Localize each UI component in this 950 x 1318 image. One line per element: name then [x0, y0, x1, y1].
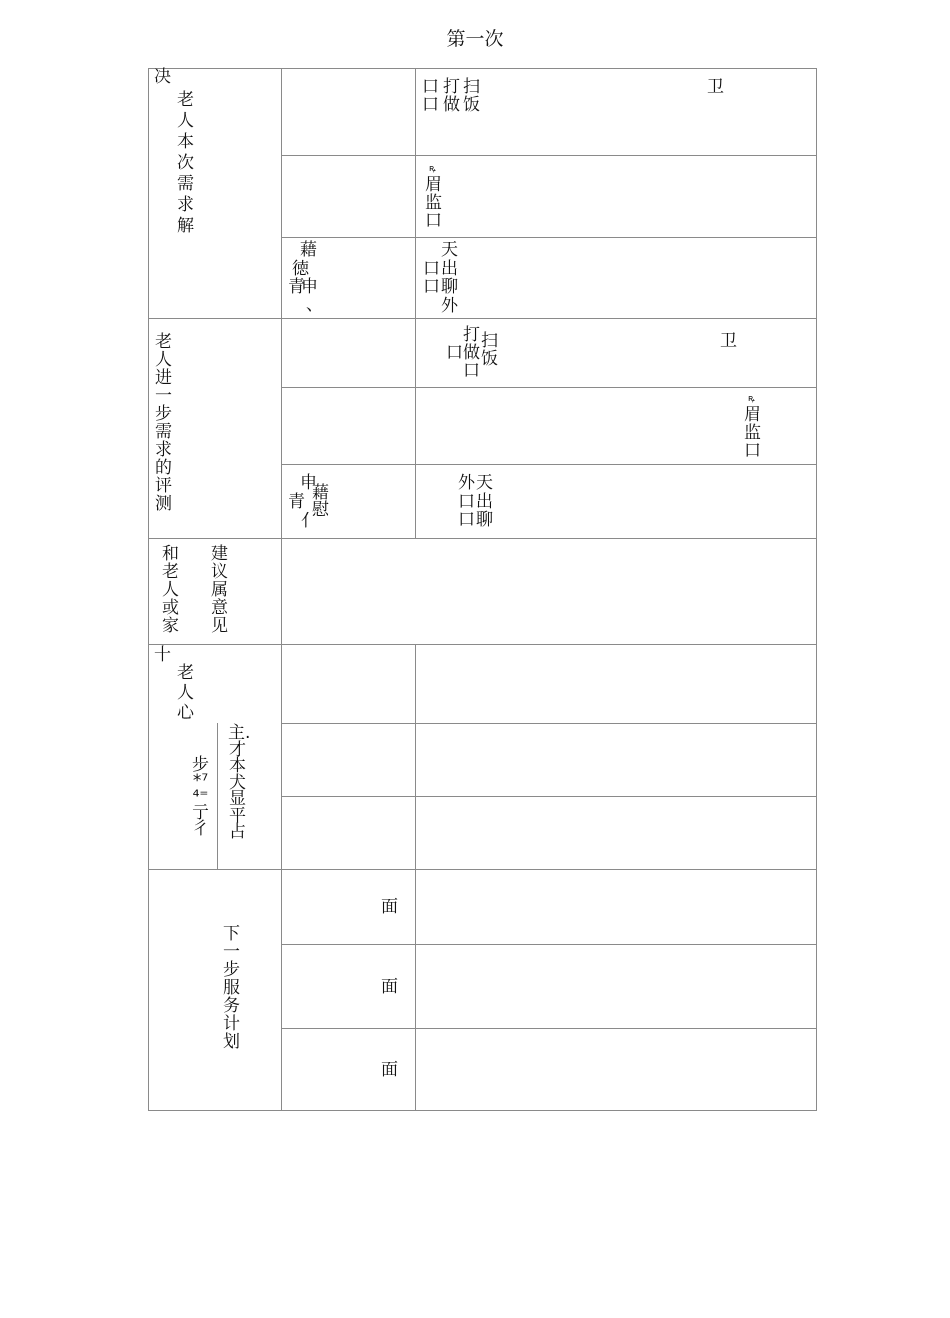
item-text: 做 [463, 343, 480, 363]
section-divider [148, 538, 817, 539]
checkbox-box: 口 [423, 277, 440, 297]
item-text: 出 [441, 259, 458, 279]
item-text: 卫 [707, 77, 724, 97]
item-text: 饭 [463, 95, 480, 115]
item-text: 青 [288, 492, 305, 512]
item-text: 出 [476, 492, 493, 512]
item-text: 扫 [481, 331, 498, 351]
aspect-label: 面 [381, 897, 398, 917]
section5-label: 下一步服务计划 [223, 924, 240, 1052]
row-divider [281, 387, 817, 388]
checkbox-box: 口 [458, 510, 475, 530]
item-text: 申 [300, 473, 317, 493]
item-text: 做 [443, 95, 460, 115]
section1-label: 老人本次需求解 [177, 90, 194, 236]
checkbox-box: 口 [422, 95, 439, 115]
item-text: 申 [301, 277, 318, 297]
table-border-top [148, 68, 817, 69]
item-text: 青 [288, 277, 305, 297]
column-divider [415, 68, 416, 539]
section3-label-left: 和老人或家 [162, 544, 179, 636]
checkbox-box: 口 [463, 361, 480, 381]
checkbox-box: 口 [458, 492, 475, 512]
item-text: 卫 [720, 331, 737, 351]
item-text: 徳 [292, 259, 309, 279]
item-text: 聊 [441, 277, 458, 297]
page-title: 第一次 [446, 28, 504, 50]
row-divider [281, 155, 817, 156]
item-text: 外 [458, 473, 475, 493]
item-text: 外 [441, 296, 458, 316]
section1-label-top: 决 [154, 67, 171, 87]
checkbox-box: 口 [446, 343, 463, 363]
row-divider [281, 237, 817, 238]
aspect-label: 面 [381, 977, 398, 997]
row-divider [281, 944, 817, 945]
section4-sub-left: 步*⁷⁴⁼亍彳 [192, 755, 209, 839]
section2-label: 老人进一步需求的评测 [155, 332, 172, 514]
section3-label-right: 建议属意见 [211, 544, 228, 636]
item-text: 藉 [300, 240, 317, 260]
item-text: 眉监口 [744, 405, 761, 461]
section-divider [148, 869, 817, 870]
checkbox-box: 口 [422, 77, 439, 97]
row-divider [281, 796, 817, 797]
table-border-left [148, 68, 149, 1111]
table-border-right [816, 68, 817, 1111]
symbol-mark: ꝶ [748, 394, 755, 404]
item-text: 打 [443, 77, 460, 97]
row-divider [281, 464, 817, 465]
symbol-mark: ꝶ [429, 164, 436, 174]
checkbox-box: 口 [423, 259, 440, 279]
item-text: 藉 [312, 483, 329, 503]
column-divider [415, 644, 416, 1111]
section4-label: 老人心 [177, 663, 194, 723]
item-text: 眉监口 [425, 175, 442, 231]
item-text: 扫 [463, 77, 480, 97]
item-text: 打 [463, 325, 480, 345]
item-text: 饭 [481, 349, 498, 369]
section4-label-top: 十 [154, 645, 171, 665]
item-text: 天 [476, 473, 493, 493]
item-text: 亻 [301, 511, 318, 531]
section-divider [148, 644, 817, 645]
item-text: 聊 [476, 510, 493, 530]
row-divider [281, 1028, 817, 1029]
table-border-bottom [148, 1110, 817, 1111]
section-divider [148, 318, 817, 319]
item-text: 、 [306, 295, 323, 315]
aspect-label: 面 [381, 1060, 398, 1080]
column-divider [281, 68, 282, 1111]
row-divider [281, 723, 817, 724]
section4-sub-right: 主.才本犬显平占 [228, 723, 251, 842]
item-text: 天 [441, 240, 458, 260]
inner-divider [217, 723, 218, 869]
item-text: 慰 [312, 500, 329, 520]
